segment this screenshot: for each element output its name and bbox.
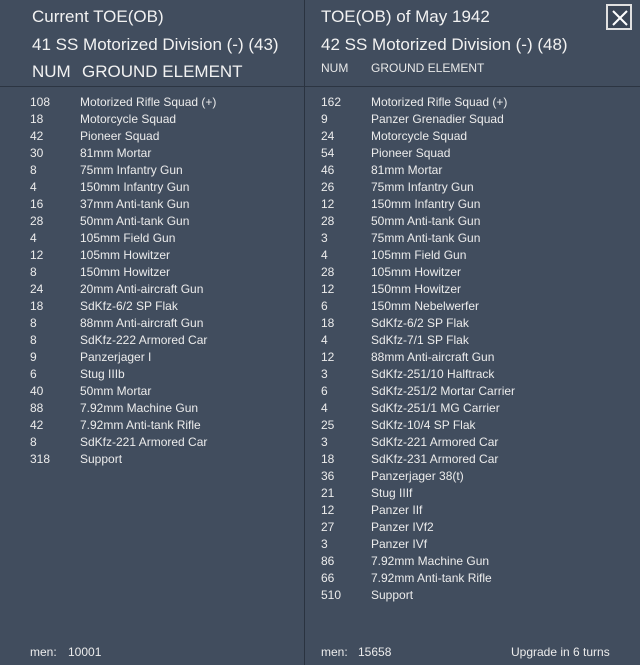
future-men-label: men: — [321, 645, 348, 659]
element-count: 4 — [321, 333, 328, 347]
element-name: 150mm Howitzer — [80, 265, 171, 279]
element-count: 4 — [321, 248, 328, 262]
element-count: 6 — [321, 384, 328, 398]
element-name: 105mm Howitzer — [371, 265, 462, 279]
element-name: SdKfz-251/10 Halftrack — [371, 367, 495, 381]
element-count: 86 — [321, 554, 335, 568]
element-count: 8 — [30, 265, 37, 279]
element-count: 4 — [30, 231, 37, 245]
upgrade-status: Upgrade in 6 turns — [511, 645, 610, 659]
element-name: Motorcycle Squad — [371, 129, 468, 143]
element-count: 24 — [30, 282, 44, 296]
current-toe-title: Current TOE(OB) — [32, 7, 164, 26]
element-count: 54 — [321, 146, 335, 160]
element-count: 9 — [321, 112, 328, 126]
element-name: Panzerjager 38(t) — [371, 469, 464, 483]
element-count: 42 — [30, 418, 44, 432]
element-name: SdKfz-6/2 SP Flak — [80, 299, 178, 313]
current-col-num-header: NUM — [32, 62, 71, 81]
element-name: SdKfz-251/2 Mortar Carrier — [371, 384, 516, 398]
element-name: 75mm Anti-tank Gun — [371, 231, 481, 245]
element-name: 105mm Field Gun — [371, 248, 467, 262]
element-count: 12 — [321, 197, 335, 211]
element-name: Panzer Grenadier Squad — [371, 112, 504, 126]
current-unit-name: 41 SS Motorized Division (-) (43) — [32, 35, 279, 54]
current-men-label: men: — [30, 645, 57, 659]
element-count: 8 — [30, 333, 37, 347]
future-header-divider — [305, 86, 640, 87]
current-men-value: 10001 — [68, 645, 102, 659]
element-name: Stug IIIb — [80, 367, 125, 381]
element-name: 50mm Anti-tank Gun — [80, 214, 190, 228]
element-name: SdKfz-6/2 SP Flak — [371, 316, 469, 330]
element-count: 8 — [30, 163, 37, 177]
element-name: Panzer IVf — [371, 537, 428, 551]
future-toe-panel — [305, 0, 640, 665]
element-count: 12 — [321, 503, 335, 517]
element-name: Panzerjager I — [80, 350, 152, 364]
close-icon — [611, 9, 629, 27]
element-count: 4 — [321, 401, 328, 415]
element-name: 88mm Anti-aircraft Gun — [371, 350, 495, 364]
future-col-num-header: NUM — [321, 61, 349, 75]
element-count: 27 — [321, 520, 335, 534]
element-count: 3 — [321, 367, 328, 381]
element-count: 162 — [321, 95, 342, 109]
element-count: 3 — [321, 537, 328, 551]
element-name: 81mm Mortar — [80, 146, 152, 160]
element-name: Stug IIIf — [371, 486, 413, 500]
element-count: 18 — [30, 299, 44, 313]
element-name: 150mm Infantry Gun — [371, 197, 481, 211]
element-name: 75mm Infantry Gun — [371, 180, 474, 194]
element-name: 105mm Howitzer — [80, 248, 171, 262]
element-count: 18 — [30, 112, 44, 126]
element-count: 24 — [321, 129, 335, 143]
element-count: 12 — [321, 282, 335, 296]
element-count: 6 — [30, 367, 37, 381]
element-name: Pioneer Squad — [80, 129, 160, 143]
element-name: 150mm Nebelwerfer — [371, 299, 480, 313]
current-header-divider — [0, 86, 304, 87]
element-name: 20mm Anti-aircraft Gun — [80, 282, 204, 296]
element-count: 318 — [30, 452, 51, 466]
element-name: Motorized Rifle Squad (+) — [371, 95, 508, 109]
element-count: 42 — [30, 129, 44, 143]
element-name: 50mm Anti-tank Gun — [371, 214, 481, 228]
element-count: 28 — [321, 265, 335, 279]
current-toe-panel — [0, 0, 305, 665]
element-name: 7.92mm Anti-tank Rifle — [371, 571, 492, 585]
element-name: Panzer IVf2 — [371, 520, 434, 534]
element-count: 8 — [30, 435, 37, 449]
element-count: 66 — [321, 571, 335, 585]
future-men-value: 15658 — [358, 645, 392, 659]
current-col-element-header: GROUND ELEMENT — [82, 62, 243, 81]
element-count: 16 — [30, 197, 44, 211]
element-name: 7.92mm Anti-tank Rifle — [80, 418, 201, 432]
element-name: 105mm Field Gun — [80, 231, 176, 245]
element-count: 88 — [30, 401, 44, 415]
element-name: Panzer IIf — [371, 503, 423, 517]
element-count: 21 — [321, 486, 335, 500]
element-name: Support — [80, 452, 123, 466]
element-count: 28 — [30, 214, 44, 228]
element-count: 6 — [321, 299, 328, 313]
element-count: 8 — [30, 316, 37, 330]
future-unit-name: 42 SS Motorized Division (-) (48) — [321, 35, 568, 54]
element-name: SdKfz-221 Armored Car — [80, 435, 208, 449]
element-count: 18 — [321, 452, 335, 466]
element-name: 88mm Anti-aircraft Gun — [80, 316, 204, 330]
element-count: 9 — [30, 350, 37, 364]
element-name: 150mm Howitzer — [371, 282, 462, 296]
element-name: Pioneer Squad — [371, 146, 451, 160]
element-count: 108 — [30, 95, 51, 109]
element-count: 25 — [321, 418, 335, 432]
element-count: 26 — [321, 180, 335, 194]
element-count: 30 — [30, 146, 44, 160]
element-name: 7.92mm Machine Gun — [371, 554, 490, 568]
element-name: SdKfz-251/1 MG Carrier — [371, 401, 500, 415]
element-name: Support — [371, 588, 414, 602]
element-name: 7.92mm Machine Gun — [80, 401, 199, 415]
element-count: 12 — [321, 350, 335, 364]
element-name: SdKfz-222 Armored Car — [80, 333, 208, 347]
element-count: 28 — [321, 214, 335, 228]
future-col-element-header: GROUND ELEMENT — [371, 61, 485, 75]
element-name: 75mm Infantry Gun — [80, 163, 183, 177]
element-count: 4 — [30, 180, 37, 194]
element-count: 18 — [321, 316, 335, 330]
element-name: 81mm Mortar — [371, 163, 443, 177]
element-count: 36 — [321, 469, 335, 483]
element-name: Motorcycle Squad — [80, 112, 177, 126]
element-name: SdKfz-7/1 SP Flak — [371, 333, 469, 347]
element-name: SdKfz-10/4 SP Flak — [371, 418, 476, 432]
element-count: 3 — [321, 231, 328, 245]
element-name: Motorized Rifle Squad (+) — [80, 95, 217, 109]
element-count: 40 — [30, 384, 44, 398]
element-name: 50mm Mortar — [80, 384, 152, 398]
element-count: 12 — [30, 248, 44, 262]
element-name: SdKfz-231 Armored Car — [371, 452, 499, 466]
element-name: SdKfz-221 Armored Car — [371, 435, 499, 449]
future-toe-title: TOE(OB) of May 1942 — [321, 7, 490, 26]
element-count: 3 — [321, 435, 328, 449]
close-button[interactable] — [606, 4, 632, 30]
element-name: 37mm Anti-tank Gun — [80, 197, 190, 211]
element-count: 510 — [321, 588, 342, 602]
element-name: 150mm Infantry Gun — [80, 180, 190, 194]
element-count: 46 — [321, 163, 335, 177]
